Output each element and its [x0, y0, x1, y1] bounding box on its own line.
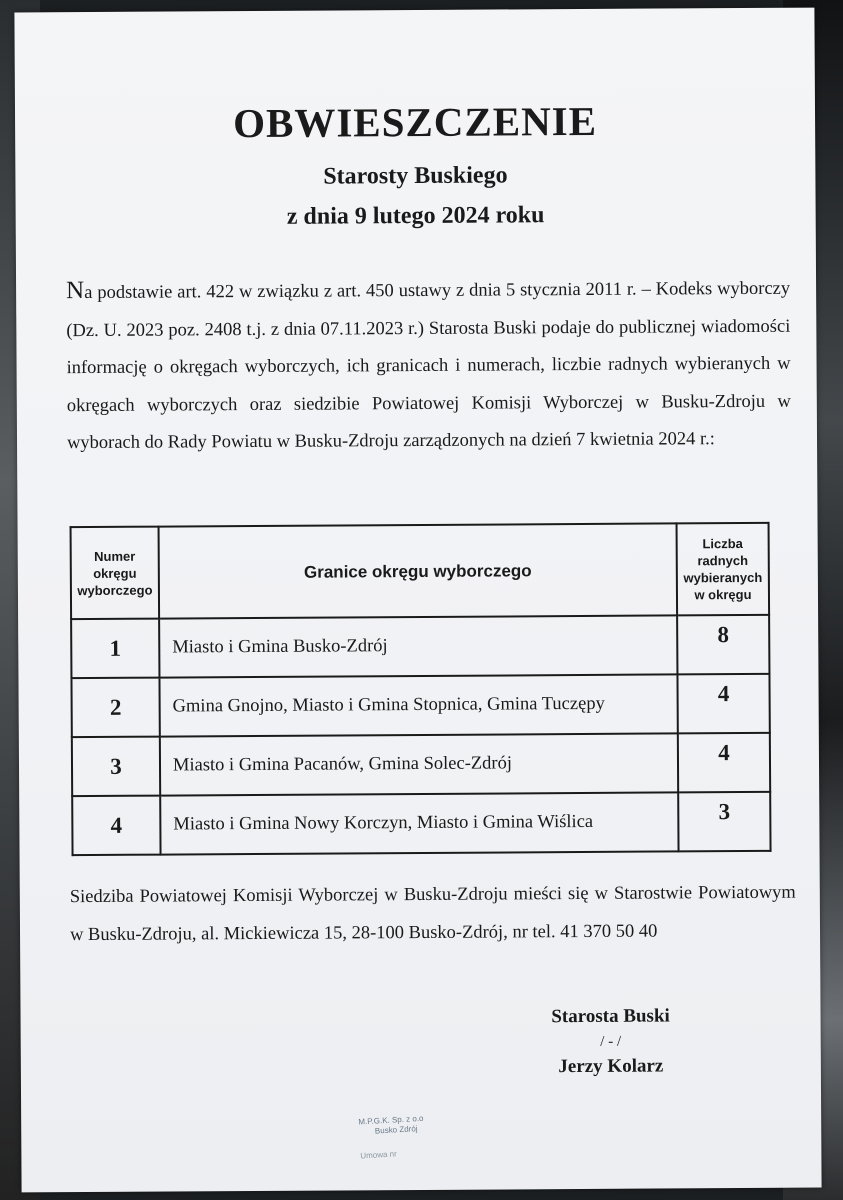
- district-count: 8: [677, 615, 769, 675]
- districts-table: [70, 522, 772, 856]
- table-row: [71, 615, 769, 678]
- header-number: Numer okręgu wyborczego: [71, 527, 160, 620]
- table-row: [72, 733, 770, 796]
- stamp-line: Busko Zdrój: [374, 1124, 418, 1136]
- signature-block: [520, 1002, 700, 1081]
- signature-name: Jerzy Kolarz: [558, 1055, 664, 1078]
- district-number: 2: [71, 678, 159, 738]
- notice-subtitle: [15, 154, 815, 239]
- subtitle-issuer: Starosty Buskiego: [323, 162, 508, 190]
- district-area: Miasto i Gmina Busko-Zdrój: [159, 615, 677, 677]
- district-number: 3: [72, 737, 160, 797]
- intro-initial: N: [66, 277, 85, 305]
- notice-title: OBWIESZCZENIE: [232, 97, 598, 147]
- district-area: Gmina Gnojno, Miasto i Gmina Stopnica, Gmina Tuczępy: [159, 674, 677, 736]
- header-boundaries: Granice okręgu wyborczego: [159, 523, 678, 618]
- signature-mark: / - /: [600, 1033, 622, 1050]
- intro-paragraph: [66, 268, 791, 463]
- printer-stamp: [358, 1111, 480, 1162]
- district-count: 4: [678, 733, 770, 793]
- header-count: Liczba radnych wybieranych w okręgu: [677, 523, 770, 616]
- table-row: [72, 792, 770, 855]
- district-number: 4: [72, 796, 160, 856]
- stamp-line: M.P.G.K. Sp. z o.o: [358, 1113, 424, 1127]
- district-area: Miasto i Gmina Nowy Korczyn, Miasto i Gmina Wiślica: [160, 792, 678, 854]
- district-area: Miasto i Gmina Pacanów, Gmina Solec-Zdrój: [160, 733, 678, 795]
- commission-address: Siedziba Powiatowej Komisji Wyborczej w Busku-Zdroju mieści się w Starostwie Powiatowym w Busku-Zdroju, al. Mickiewicza 15, 28-100 Busko-Zdrój, nr tel. 41 370 50 40: [69, 882, 796, 946]
- intro-text: a podstawie art. 422 w związku z art. 450 ustawy z dnia 5 stycznia 2011 r. – Kodeks wyborczy (Dz. U. 2023 poz. 2408 t.j. z dnia 07.11.2023 r.) Starosta Buski podaje do publicznej wiadomości informację o okręgach wyborczych, ich granicach i numerach, liczbie radnych wybieranych w okręgach wyborczych oraz siedzibie Powiatowej Komisji Wyborczej w Busku-Zdroju w wyborach do Rady Powiatu w Busku-Zdroju zarządzonych na dzień 7 kwietnia 2024 r.:: [66, 278, 791, 454]
- district-number: 1: [71, 619, 159, 679]
- subtitle-date: z dnia 9 lutego 2024 roku: [286, 202, 545, 230]
- table-row: [71, 674, 769, 737]
- table-header-row: [71, 523, 770, 619]
- district-count: 4: [677, 674, 769, 734]
- signature-role: Starosta Buski: [551, 1005, 670, 1028]
- district-count: 3: [678, 792, 770, 852]
- notice-sheet: [14, 8, 821, 1193]
- stamp-line: Umowa nr: [360, 1149, 397, 1161]
